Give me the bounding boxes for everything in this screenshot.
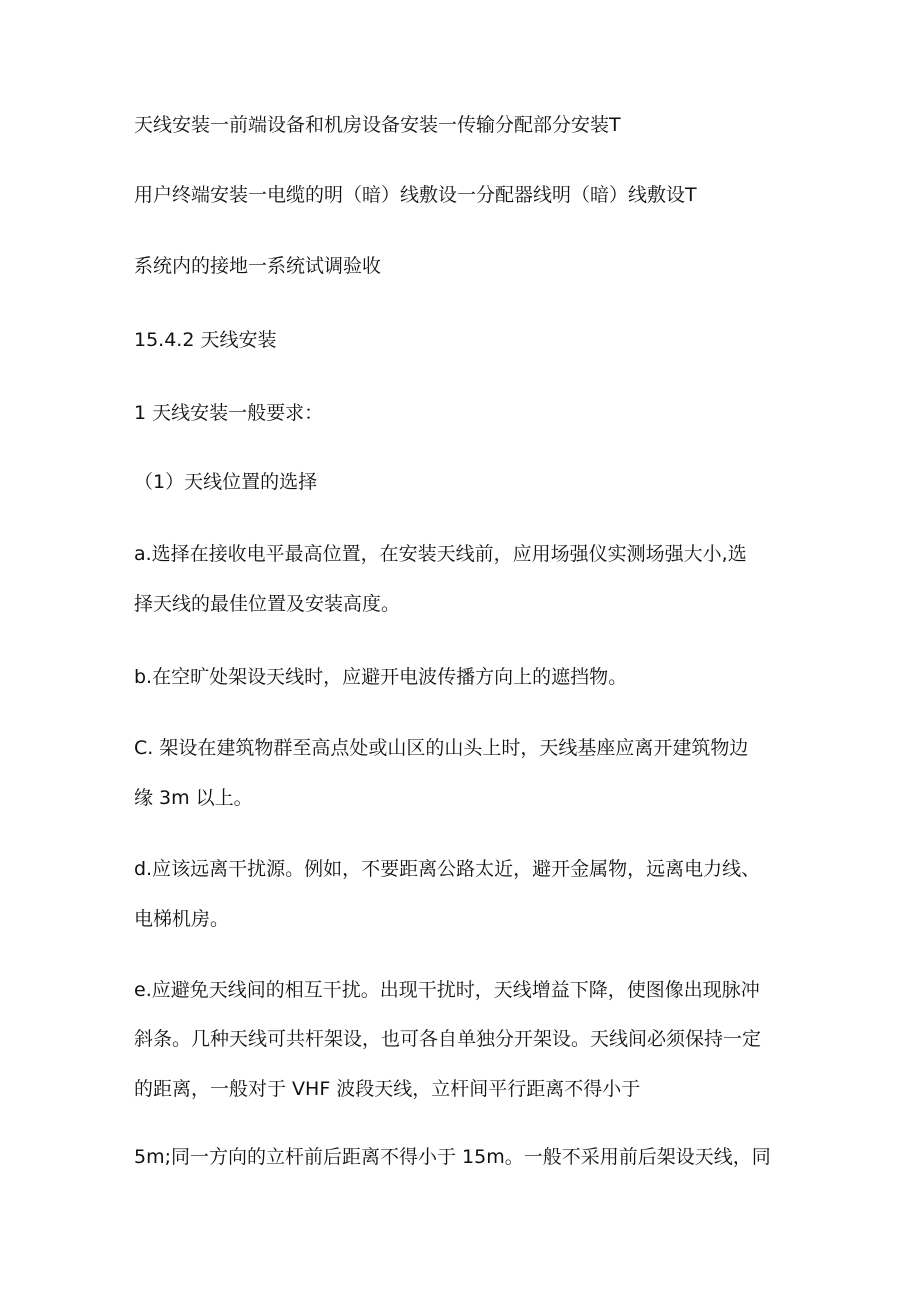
paragraph-e-line-1: e.应避免天线间的相互干扰。出现干扰时，天线增益下降，使图像出现脉冲 (134, 979, 760, 1001)
section-heading: 15.4.2 天线安装 (134, 329, 277, 351)
paragraph-e-line-3: 的距离，一般对于 VHF 波段天线，立杆间平行距离不得小于 (134, 1078, 641, 1100)
text-line-flow-3: 系统内的接地一系统试调验收 (134, 255, 382, 277)
paragraph-a-line-1: a.选择在接收电平最高位置，在安装天线前，应用场强仪实测场强大小,选 (134, 543, 747, 565)
paragraph-a-line-2: 择天线的最佳位置及安装高度。 (134, 593, 401, 615)
subsection-heading: 1 天线安装一般要求： (134, 402, 324, 424)
paragraph-c-line-1: C. 架设在建筑物群至高点处或山区的山头上时，天线基座应离开建筑物边 (134, 737, 749, 759)
paragraph-b-line-1: b.在空旷处架设天线时，应避开电波传播方向上的遮挡物。 (134, 666, 628, 688)
paragraph-d-line-2: 电梯机房。 (134, 908, 230, 930)
item-heading: （1）天线位置的选择 (134, 471, 318, 493)
paragraph-e-line-2: 斜条。几种天线可共杆架设，也可各自单独分开架设。天线间必须保持一定 (134, 1028, 762, 1050)
paragraph-e-line-4: 5m;同一方向的立杆前后距离不得小于 15m。一般不采用前后架设天线，同 (134, 1146, 771, 1168)
paragraph-d-line-1: d.应该远离干扰源。例如，不要距离公路太近，避开金属物，远离电力线、 (134, 858, 761, 880)
text-line-flow-1: 天线安装一前端设备和机房设备安装一传输分配部分安装T (134, 114, 621, 136)
paragraph-c-line-2: 缘 3m 以上。 (134, 787, 253, 809)
text-line-flow-2: 用户终端安装一电缆的明（暗）线敷设一分配器线明（暗）线敷设T (134, 184, 697, 206)
